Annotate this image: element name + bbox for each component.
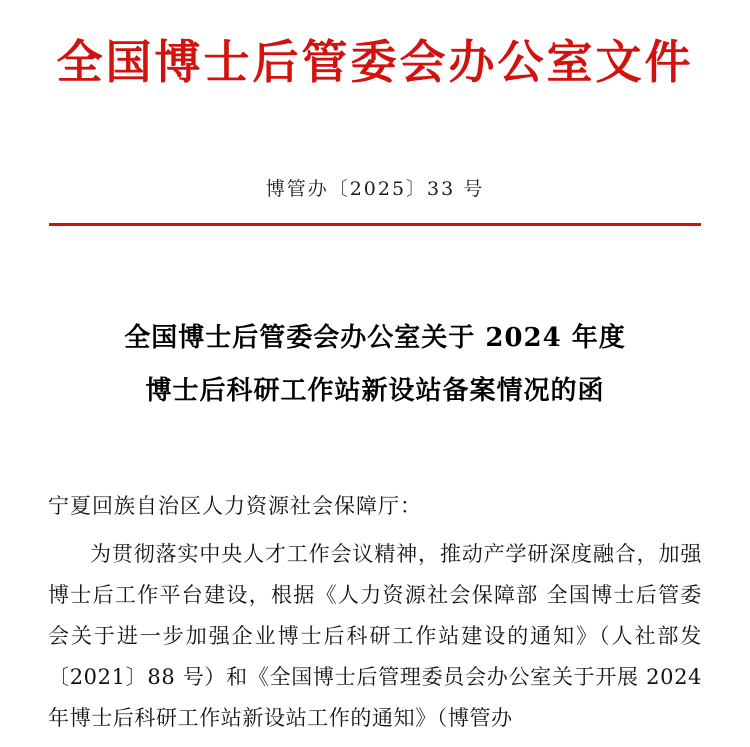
document-header [0, 0, 750, 92]
document-number: 博管办〔2025〕33 号 [265, 177, 485, 200]
document-title-line-2: 博士后科研工作站新设站备案情况的函 [145, 375, 605, 406]
recipient-line: 宁夏回族自治区人力资源社会保障厅： [48, 494, 422, 519]
body-paragraph-1: 为贯彻落实中央人才工作会议精神，推动产学研深度融合，加强博士后工作平台建设，根据《人力资源社会保障部 全国博士后管委会关于进一步加强企业博士后科研工作站建设的通知》（人社部发〔2021〕88 号）和《全国博士后管理委员会办公室关于开展 2024 年博士后科研工作站新设站工作的通知》（博管办 [48, 542, 702, 730]
issuing-authority-title: 全国博士后管委会办公室文件 [56, 35, 694, 89]
document-title-line-1: 全国博士后管委会办公室关于 2024 年度 [124, 322, 626, 353]
document-title [0, 312, 750, 419]
red-divider-rule [49, 223, 701, 226]
document-body [0, 534, 750, 739]
